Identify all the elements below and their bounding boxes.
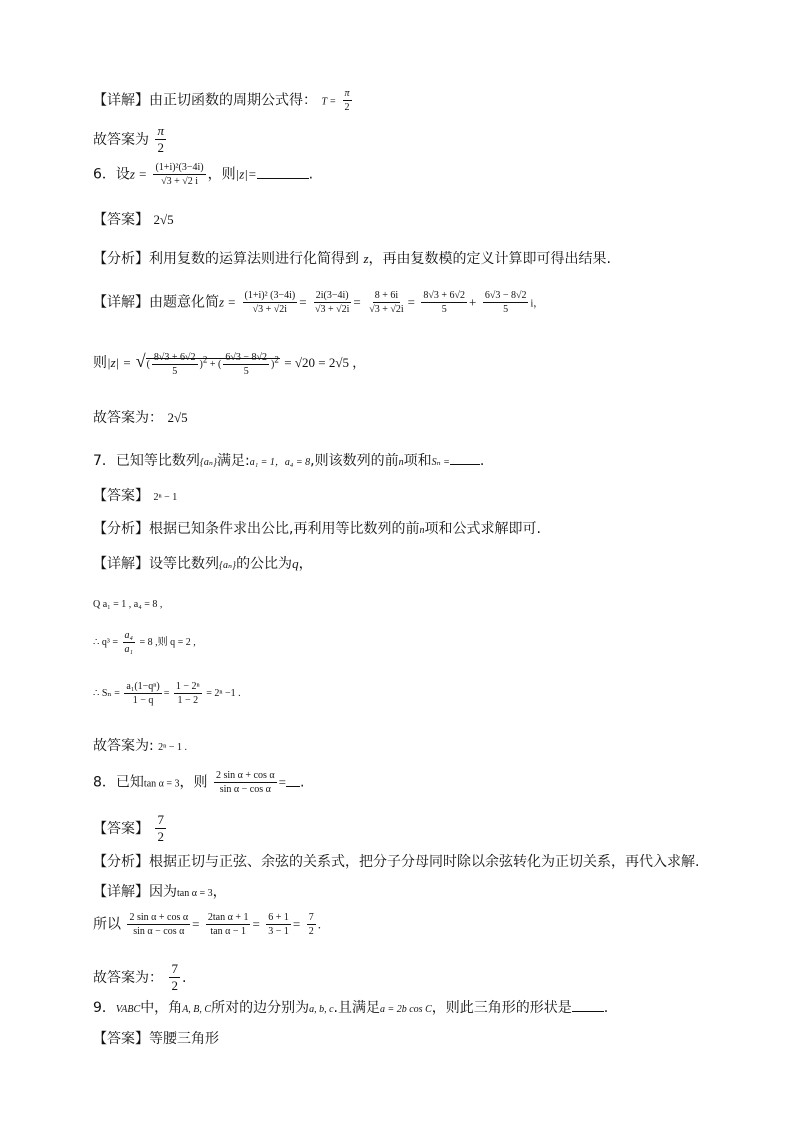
q7-ratio: ∴ q³ = $\frac{\text{a₄}}{\text{a₁}}$ = 8 ,则 q = 2 , (93, 630, 196, 655)
answer-tag: 【答案】 (93, 488, 149, 504)
q6-detail-frac5: $\frac{6√3 - 8√2}{5}$ (484, 290, 527, 315)
detail-tag: 【详解】 (93, 556, 149, 572)
q7-sum: ∴ Sₙ = $\frac{\text{a₁(1−qⁿ)}}{1 - q}$ = $\frac{\text{1 − 2ⁿ}}{1 - 2}$ = 2ⁿ −1 . (93, 681, 241, 706)
q5-detail-text: 由正切函数的周期公式得： (149, 92, 317, 109)
analysis-tag: 【分析】 (93, 521, 149, 537)
answer-blank (572, 1011, 604, 1012)
q6-stem-fraction: $\frac{\text{(1+i)²(3−4i)}}{√3 + √2 i}$ (155, 162, 204, 187)
q8-answer-fraction: $\frac{7}{2}$ (157, 812, 164, 845)
q5-detail-line (93, 88, 354, 113)
q6-detail-frac2: $\frac{2i(3-4i)}{√3 + √2i}$ (315, 290, 350, 315)
q7-given: Q a₁ = 1 , a₄ = 8 , (93, 599, 163, 610)
analysis-tag: 【分析】 (93, 251, 149, 267)
q7-detail: 【详解】设等比数列{aₙ}的公比为q， (93, 556, 313, 572)
answer-tag: 【答案】 (93, 212, 149, 228)
q6-detail-frac3: $\frac{8 + 6i}{√3 + √2i}$ (369, 290, 404, 315)
detail-tag: 【详解】 (93, 294, 149, 311)
q8-stem-fraction: $\frac{\text{2 sin α + cos α}}{\text{sin α − cos α}}$ (215, 770, 275, 795)
q7-final: 故答案为: 2ⁿ − 1 . (93, 738, 187, 754)
q6-analysis: 【分析】利用复数的运算法则进行化简得到 z，再由复数模的定义计算即可得出结果. (93, 251, 611, 267)
q6-final: 故答案为： 2√5 (93, 410, 188, 426)
answer-blank (257, 178, 309, 179)
q5-detail-lhs: T = (321, 96, 337, 108)
q7-answer: 【答案】 2ⁿ − 1 (93, 488, 178, 504)
q8-analysis: 【分析】根据正切与正弦、余弦的关系式，把分子分母同时除以余弦转化为正切关系，再代入求解. (93, 854, 700, 870)
q6-answer (93, 212, 174, 229)
detail-tag: 【详解】 (93, 92, 149, 109)
q7-analysis: 【分析】根据已知条件求出公比,再利用等比数列的前n项和公式求解即可. (93, 521, 541, 537)
q6-detail: 【详解】由题意化简z = $\frac{\text{(1+i)² (3−4i)}}{√3 + √2i}$ = $\frac{2i(3-4i)}{√3 + √2i}$ = $\frac{8 + 6i}{√3 + √2i}$ = $\frac{8√3 + 6√2}{5}$ + $\frac{6√3 - 8√2}{5}$ i， (93, 290, 544, 315)
q6-modulus: 则|z| = √( $\frac{8√3 + 6√2}{5}$ )$^2$ + ( $\frac{6√3 - 8√2}{5}$ )$^2$ = √20 = 2√5 ， (93, 351, 366, 378)
q6-detail-frac4: $\frac{8√3 + 6√2}{5}$ (423, 290, 466, 315)
answer-tag: 【答案】 (93, 1031, 149, 1047)
q9-answer-value: 等腰三角形 (149, 1031, 219, 1047)
q9-stem: 9．VABC中，角A, B, C所对的边分别为a, b, c.且满足a = 2b cos C，则此三角形的形状是 . (93, 1000, 609, 1016)
q5-final-text: 故答案为 (93, 131, 149, 148)
analysis-tag: 【分析】 (93, 854, 149, 870)
q7-stem: 7．已知等比数列{aₙ}满足:a₁ = 1，a₄ = 8,则该数列的前n项和Sₙ = . (93, 453, 485, 469)
q8-calc: 所以 $\frac{\text{2 sin α + cos α}}{\text{sin α − cos α}}$ = $\frac{\text{2tan α + 1}}{\text{tan α − 1}}$ = $\frac{6 + 1}{3 - 1}$ = $\frac{7}{2}$ . (93, 912, 321, 937)
q6-modulus-radicand: ( $\frac{8√3 + 6√2}{5}$ )$^2$ + ( $\frac{6√3 - 8√2}{5}$ )$^2$ (146, 352, 279, 378)
q5-final-fraction: $\frac{\pi}{2}$ (157, 123, 164, 156)
answer-blank (286, 786, 300, 787)
q8-final: 故答案为： $\frac{7}{2}$ . (93, 961, 187, 994)
q6-stem: 6．设z = $\frac{\text{(1+i)²(3−4i)}}{√3 + √2 i}$ ，则|z|= . (93, 162, 314, 187)
q6-answer-value: 2√5 (153, 212, 174, 227)
q5-detail-fraction: $\frac{\pi}{2}$ (344, 88, 350, 113)
answer-tag: 【答案】 (93, 820, 149, 837)
q6-detail-frac1: $\frac{\text{(1+i)² (3−4i)}}{√3 + √2i}$ (244, 290, 296, 315)
detail-tag: 【详解】 (93, 884, 149, 900)
q9-answer (93, 1031, 219, 1048)
q5-final-line (93, 124, 168, 156)
q8-answer (93, 813, 168, 845)
q8-detail: 【详解】因为tan α = 3， (93, 884, 227, 900)
q8-stem: 8．已知tan α = 3，则 $\frac{\text{2 sin α + cos α}}{\text{sin α − cos α}}$ = . (93, 770, 305, 795)
answer-blank (450, 464, 480, 465)
